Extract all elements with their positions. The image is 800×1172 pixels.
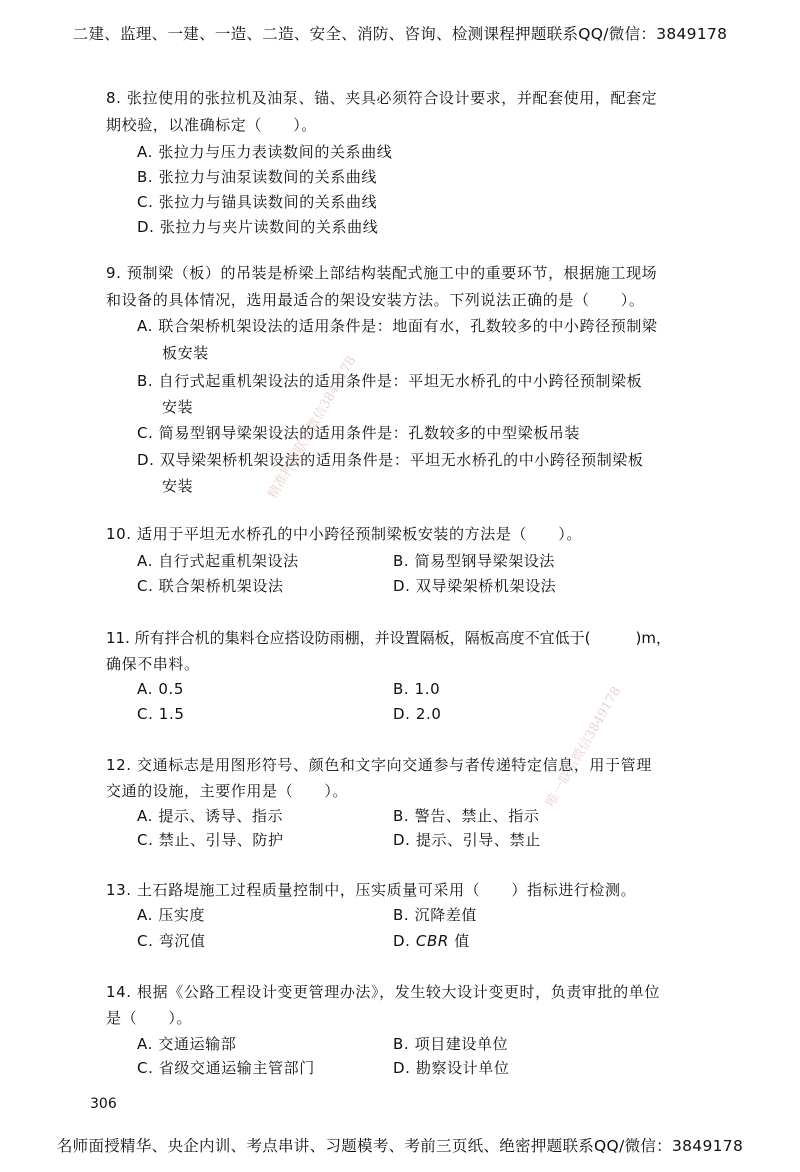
option-12d: D. 提示、引导、禁止 [393,831,541,849]
option-9b: B. 自行式起重机架设法的适用条件是：平坦无水桥孔的中小跨径预制梁板 [137,372,643,390]
watermark-2: 唯一联系微信3849178 [543,684,625,810]
option-13d-cbr: CBR [415,932,449,950]
option-9d: D. 双导梁架桥机架设法的适用条件是：平坦无水桥孔的中小跨径预制梁板 [137,451,644,469]
option-14d: D. 勘察设计单位 [393,1059,510,1077]
option-9d-cont: 安装 [162,477,194,495]
option-12a: A. 提示、诱导、指示 [137,807,284,825]
question-14-text: 14. 根据《公路工程设计变更管理办法》，发生较大设计变更时，负责审批的单位 [106,983,660,1001]
option-11c: C. 1.5 [137,705,185,723]
page-number: 306 [90,1096,117,1112]
option-13b: B. 沉降差值 [393,906,478,924]
option-10d: D. 双导梁架桥机架设法 [393,577,557,595]
question-10-text: 10. 适用于平坦无水桥孔的中小跨径预制梁板安装的方法是（ ）。 [106,525,582,543]
option-11d: D. 2.0 [393,705,442,723]
question-8-text-cont: 期校验，以准确标定（ ）。 [106,116,317,134]
option-8c: C. 张拉力与锚具读数间的关系曲线 [137,193,378,211]
option-9c: C. 简易型钢导梁架设法的适用条件是：孔数较多的中型梁板吊装 [137,424,581,442]
option-10a: A. 自行式起重机架设法 [137,552,299,570]
option-12c: C. 禁止、引导、防护 [137,831,284,849]
question-11-text: 11. 所有拌合机的集料仓应搭设防雨棚，并设置隔板，隔板高度不宜低于( )m， [106,629,671,647]
question-12-text-cont: 交通的设施，主要作用是（ ）。 [106,782,349,800]
option-9a: A. 联合架桥机架设法的适用条件是：地面有水，孔数较多的中小跨径预制梁 [137,317,658,335]
question-13-text: 13. 土石路堤施工过程质量控制中，压实质量可采用（ ）指标进行检测。 [106,881,637,899]
page-footer-banner: 名师面授精华、央企内训、考点串讲、习题模考、考前三页纸、绝密押题联系QQ/微信：3849178 [56,1137,744,1155]
option-10b: B. 简易型钢导梁架设法 [393,552,556,570]
question-9-text-cont: 和设备的具体情况，选用最适合的架设安装方法。下列说法正确的是（ ）。 [106,291,645,309]
page-header-banner: 二建、监理、一建、一造、二造、安全、消防、咨询、检测课程押题联系QQ/微信：3849178 [72,25,728,43]
option-13d-letter: D. [393,932,416,950]
option-8a: A. 张拉力与压力表读数间的关系曲线 [137,143,393,161]
option-13d-suffix: 值 [454,932,470,950]
option-13c: C. 弯沉值 [137,932,206,950]
option-13a: A. 压实度 [137,906,206,924]
question-12-text: 12. 交通标志是用图形符号、颜色和文字向交通参与者传递特定信息，用于管理 [106,756,652,774]
option-9a-cont: 板安装 [162,344,209,362]
option-13d [393,931,470,951]
option-12b: B. 警告、禁止、指示 [393,807,540,825]
option-9b-cont: 安装 [162,398,194,416]
question-8-text: 8. 张拉使用的张拉机及油泵、锚、夹具必须符合设计要求，并配套使用，配套定 [106,89,658,107]
option-8b: B. 张拉力与油泵读数间的关系曲线 [137,168,378,186]
option-14c: C. 省级交通运输主管部门 [137,1059,315,1077]
option-10c: C. 联合架桥机架设法 [137,577,284,595]
watermark-1: 精准押题联系微信3849178 [265,353,360,502]
question-9-text: 9. 预制梁（板）的吊装是桥梁上部结构装配式施工中的重要环节，根据施工现场 [106,264,658,282]
option-14a: A. 交通运输部 [137,1035,237,1053]
question-14-text-cont: 是（ ）。 [106,1009,193,1027]
option-8d: D. 张拉力与夹片读数间的关系曲线 [137,218,379,236]
option-11b: B. 1.0 [393,680,441,698]
option-14b: B. 项目建设单位 [393,1035,509,1053]
option-11a: A. 0.5 [137,680,184,698]
question-11-text-cont: 确保不串料。 [106,655,200,673]
